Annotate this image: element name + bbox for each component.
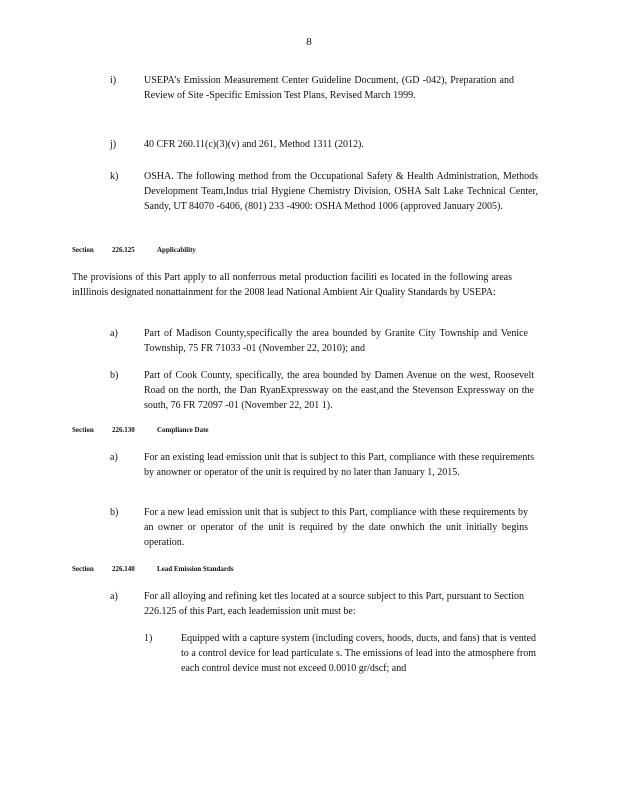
list-item (110, 368, 534, 413)
section-heading (72, 246, 272, 256)
list-item (110, 73, 514, 118)
list-item-label: j) (110, 139, 117, 150)
list-item-label: 1) (144, 633, 153, 644)
page-number: 8 (306, 36, 312, 48)
list-item-text: USEPA’s Emission Measurement Center Guideline Document, (GD -042), Preparation and Review of Site -Specific Emission Test Plans, Revised March 1999. (144, 75, 514, 101)
list-item-label: a) (110, 452, 118, 463)
list-item-text: OSHA. The following method from the Occupational Safety & Health Administration, Methods Development Team,Indus trial Hygiene Chemistry Division, OSHA Salt Lake Technical Center, Sandy, UT 84070 -6406, (801) 233 -4900: OSHA Method 1006 (approved January 2005). (144, 171, 538, 212)
section-heading (72, 426, 272, 436)
list-item-label: k) (110, 171, 119, 182)
list-item (144, 631, 536, 691)
section-label: Section (72, 426, 94, 434)
section-title: Lead Emission Standards (157, 565, 234, 573)
list-item-text: Equipped with a capture system (including covers, hoods, ducts, and fans) that is vented to a control device for lead particulate s. The emissions of lead into the atmosphere from each control device must not exceed 0.0010 gr/dscf; and (181, 633, 536, 674)
list-item-text: For all alloying and refining ket tles located at a source subject to this Part, pursuant to Section 226.125 of this Part, each leademission unit must be: (144, 591, 524, 617)
list-item (110, 450, 534, 495)
list-item-label: a) (110, 328, 118, 339)
list-item-text: Part of Madison County,specifically the area bounded by Granite City Township and Venice Township, 75 FR 71033 -01 (November 22, 2010); and (144, 328, 528, 354)
list-item-label: i) (110, 75, 117, 86)
list-item-text: For an existing lead emission unit that is subject to this Part, compliance with these requirements by anowner or operator of the unit is required by no later than January 1, 2015. (144, 452, 534, 478)
applicability-paragraph: The provisions of this Part apply to all nonferrous metal production faciliti es located in the following areas inIllinois designated nonattainment for the 2008 lead National Ambient Air Quality Standards by USEPA: (72, 272, 512, 298)
list-item (110, 505, 528, 550)
list-item-label: b) (110, 370, 119, 381)
section-label: Section (72, 565, 94, 573)
list-item-text: Part of Cook County, specifically, the area bounded by Damen Avenue on the west, Roosevelt Road on the north, the Dan RyanExpressway on the east,and the Stevenson Expressway on the south, 76 FR 72097 -01 (November 22, 201 1). (144, 370, 534, 411)
list-item-text: 40 CFR 260.11(c)(3)(v) and 261, Method 1311 (2012). (144, 139, 364, 150)
section-title: Compliance Date (157, 426, 209, 434)
list-item-text: For a new lead emission unit that is subject to this Part, compliance with these requirements by an owner or operator of the unit is required by the date onwhich the unit initially begins operation. (144, 507, 528, 548)
list-item-label: b) (110, 507, 119, 518)
section-heading (72, 565, 332, 575)
list-item (110, 137, 514, 152)
section-number: 226.130 (112, 426, 135, 434)
list-item (110, 326, 528, 356)
list-item (110, 169, 538, 229)
section-title: Applicability (157, 246, 196, 254)
section-number: 226.140 (112, 565, 135, 573)
list-item-label: a) (110, 591, 118, 602)
list-item (110, 589, 524, 619)
section-label: Section (72, 246, 94, 254)
section-number: 226.125 (112, 246, 135, 254)
